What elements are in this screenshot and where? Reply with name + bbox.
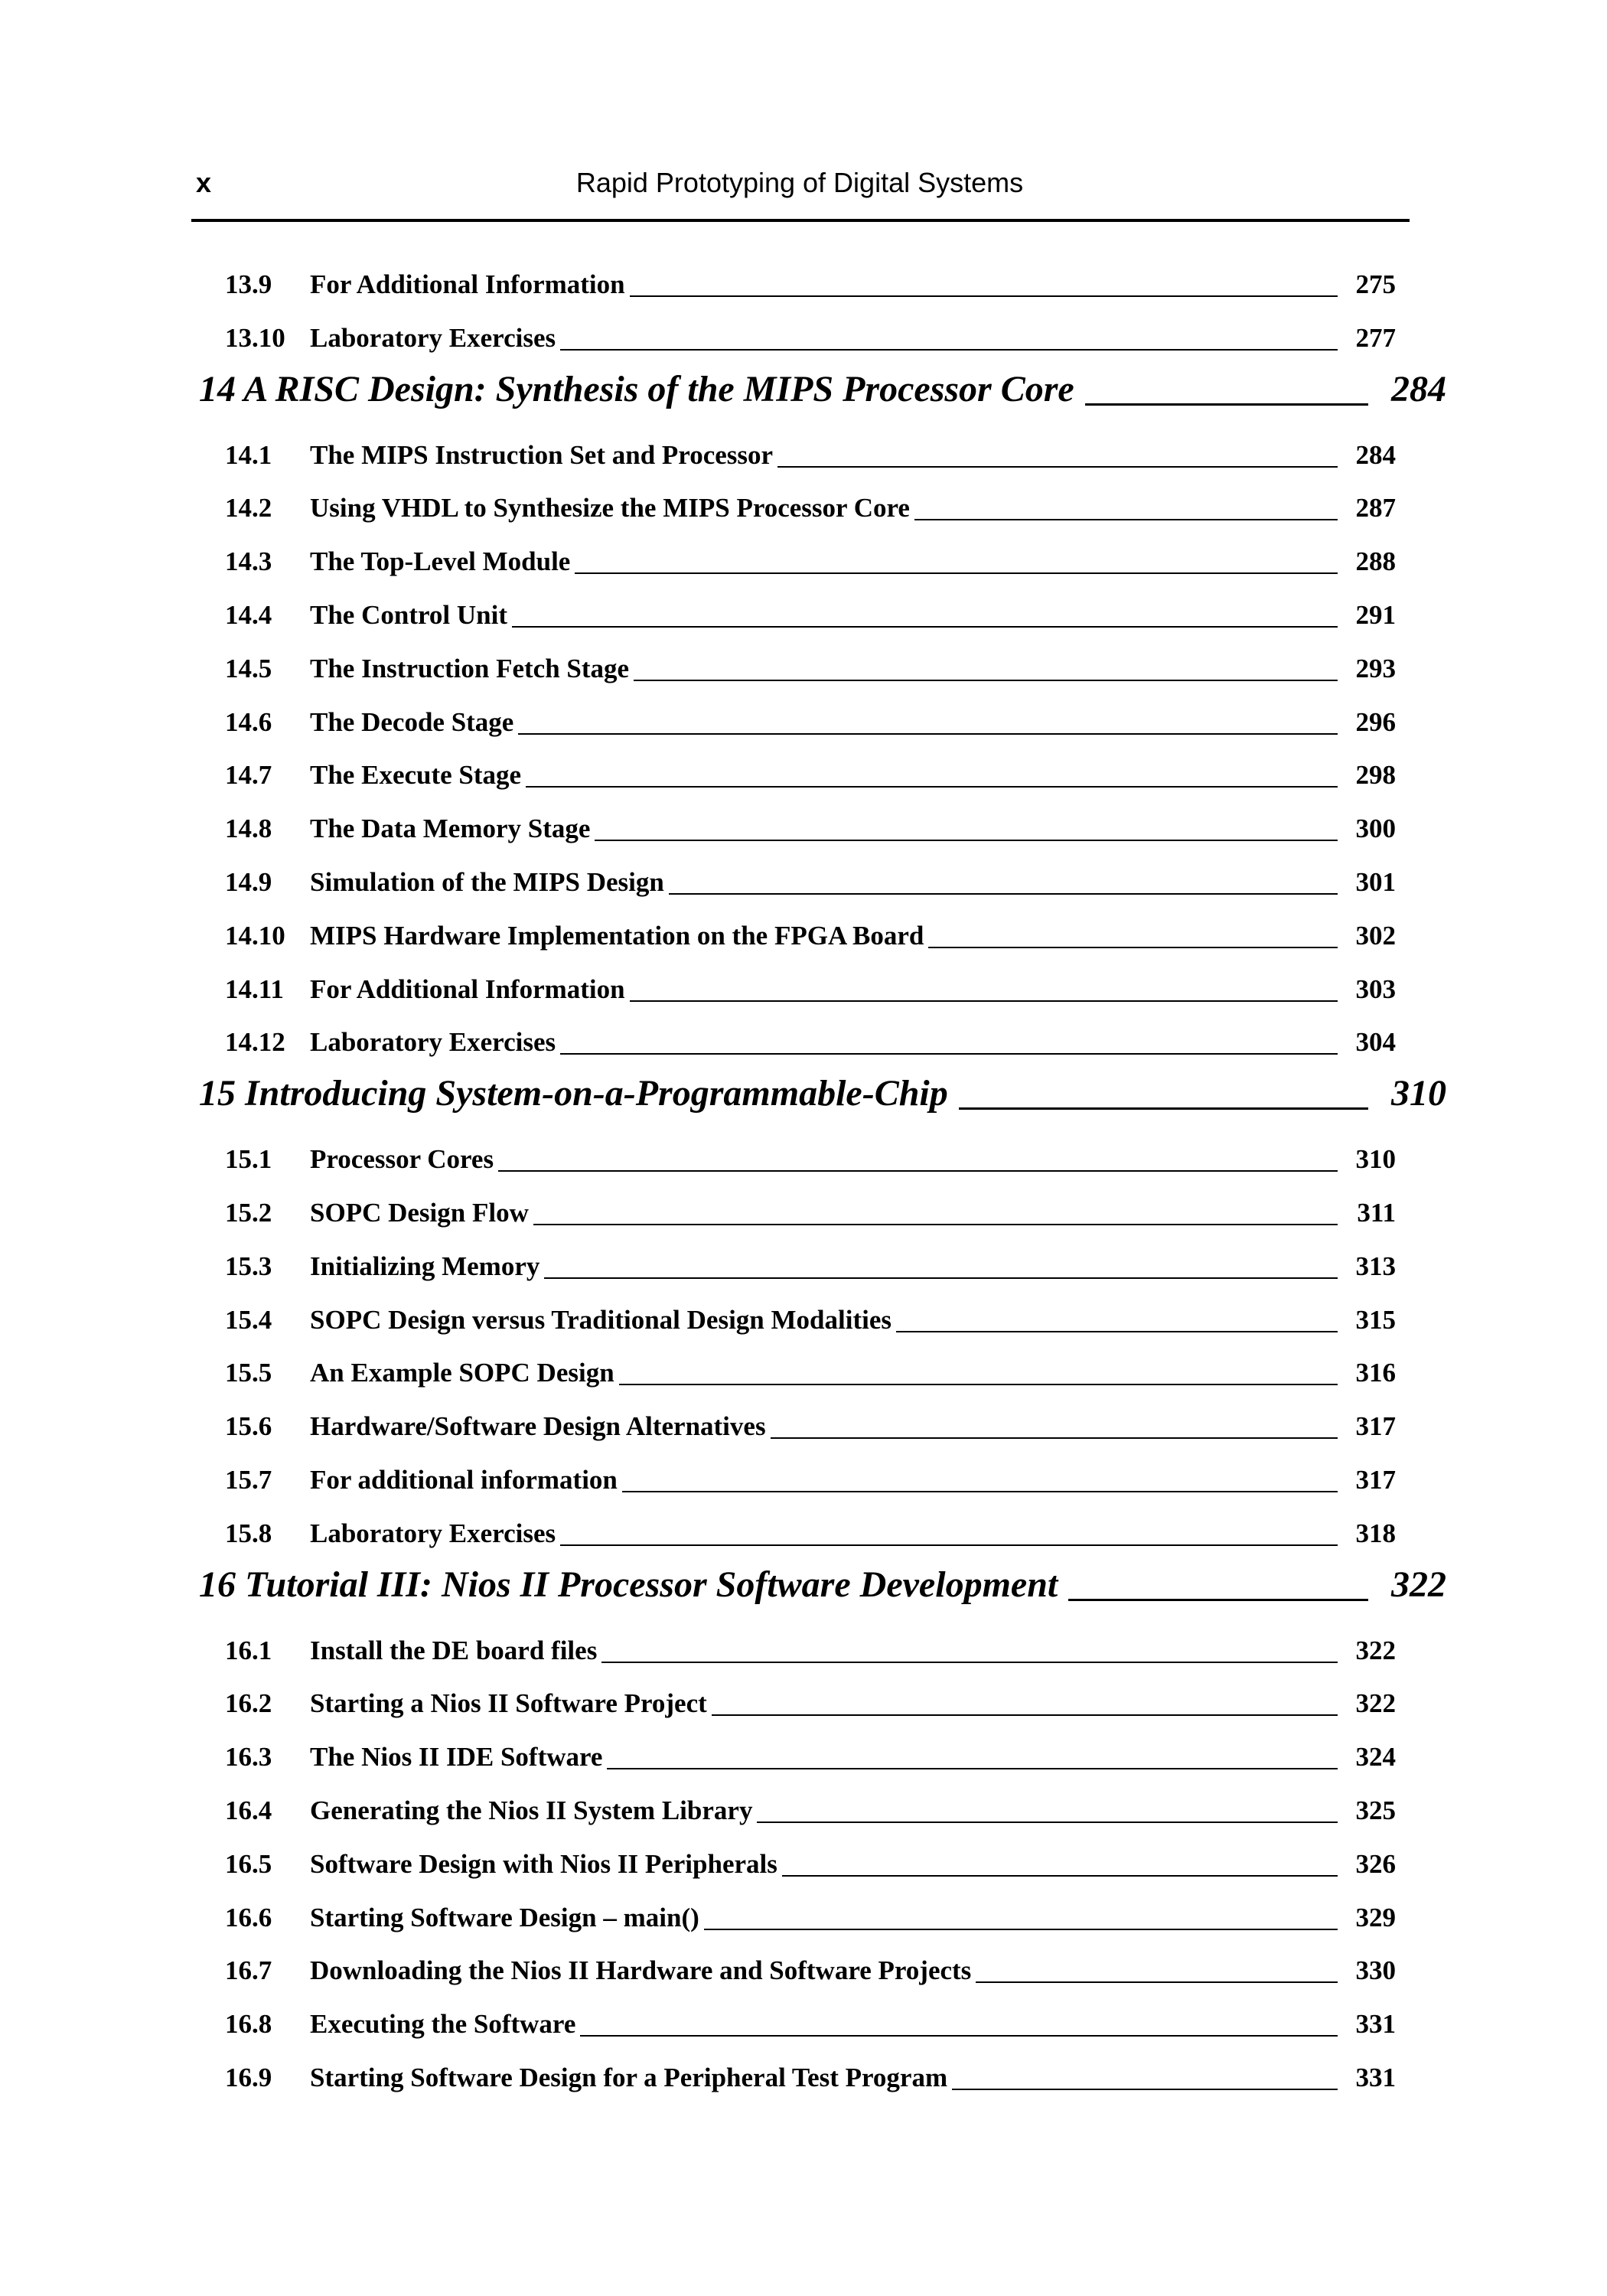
leader-line xyxy=(630,295,1338,297)
section-page: 330 xyxy=(1355,1955,1396,1986)
section-page: 275 xyxy=(1355,269,1396,299)
toc-entry[interactable] xyxy=(0,1296,1607,1342)
section-page: 303 xyxy=(1355,974,1396,1004)
leader-line xyxy=(669,893,1338,895)
leader-line xyxy=(544,1277,1338,1279)
section-number: 16.6 xyxy=(225,1902,272,1932)
leader-line xyxy=(619,1384,1338,1385)
section-number: 15.5 xyxy=(225,1358,272,1388)
section-title: Starting Software Design for a Peripheral Test Program xyxy=(310,2063,948,2092)
leader-line xyxy=(622,1491,1338,1492)
section-number: 15.7 xyxy=(225,1465,272,1495)
section-number: 15.8 xyxy=(225,1518,272,1548)
section-page: 317 xyxy=(1355,1465,1396,1495)
section-title: SOPC Design versus Traditional Design Modalities xyxy=(310,1304,892,1335)
toc-entry[interactable] xyxy=(0,698,1607,744)
chapter-title: 16 Tutorial III: Nios II Processor Software Development xyxy=(199,1564,1058,1605)
section-page: 311 xyxy=(1357,1198,1396,1228)
section-number: 15.6 xyxy=(225,1411,272,1442)
section-number: 14.10 xyxy=(225,920,285,951)
section-title: Laboratory Exercises xyxy=(310,1518,556,1548)
page-number: x xyxy=(196,167,212,198)
section-title: SOPC Design Flow xyxy=(310,1198,529,1228)
section-title: The Instruction Fetch Stage xyxy=(310,653,630,683)
section-title: Hardware/Software Design Alternatives xyxy=(310,1411,766,1442)
toc-entry[interactable] xyxy=(0,751,1607,797)
section-number: 14.11 xyxy=(225,974,284,1004)
toc-entry[interactable] xyxy=(0,2000,1607,2046)
section-page: 291 xyxy=(1355,600,1396,630)
section-page: 284 xyxy=(1355,439,1396,470)
toc-entry[interactable] xyxy=(0,1733,1607,1779)
leader-line xyxy=(757,1821,1338,1823)
section-number: 16.3 xyxy=(225,1742,272,1773)
toc-entry[interactable] xyxy=(0,314,1607,360)
toc-entry[interactable] xyxy=(0,1786,1607,1832)
toc-entry[interactable] xyxy=(0,484,1607,530)
toc-entry[interactable] xyxy=(0,1679,1607,1725)
section-page: 313 xyxy=(1355,1251,1396,1281)
section-title: Initializing Memory xyxy=(310,1251,540,1281)
section-title: The Top-Level Module xyxy=(310,546,571,577)
section-page: 324 xyxy=(1355,1742,1396,1773)
leader-line xyxy=(782,1875,1338,1877)
section-title: Simulation of the MIPS Design xyxy=(310,867,664,897)
section-title: Software Design with Nios II Peripherals xyxy=(310,1848,777,1879)
leader-line xyxy=(560,349,1338,351)
toc-entry[interactable] xyxy=(0,1349,1607,1394)
section-number: 14.4 xyxy=(225,600,272,630)
section-page: 293 xyxy=(1355,653,1396,683)
section-title: Using VHDL to Synthesize the MIPS Processor Core xyxy=(310,493,910,523)
section-page: 322 xyxy=(1355,1635,1396,1665)
toc-entry[interactable] xyxy=(0,1189,1607,1234)
toc-entry[interactable] xyxy=(0,431,1607,477)
section-number: 16.2 xyxy=(225,1688,272,1719)
section-title: The Nios II IDE Software xyxy=(310,1742,603,1773)
section-title: For Additional Information xyxy=(310,269,625,299)
toc-entry[interactable] xyxy=(0,1840,1607,1886)
section-title: The Decode Stage xyxy=(310,706,514,737)
leader-line xyxy=(533,1224,1338,1225)
section-page: 301 xyxy=(1355,867,1396,897)
toc-entry[interactable] xyxy=(0,965,1607,1011)
chapter-page: 284 xyxy=(1391,368,1446,409)
section-page: 277 xyxy=(1355,322,1396,353)
leader-line xyxy=(634,680,1338,681)
section-number: 14.12 xyxy=(225,1027,285,1058)
leader-line xyxy=(712,1714,1338,1716)
leader-line xyxy=(896,1331,1338,1332)
toc-entry[interactable] xyxy=(0,804,1607,850)
section-title: Generating the Nios II System Library xyxy=(310,1795,753,1825)
toc-entry[interactable] xyxy=(0,1402,1607,1448)
toc-entry[interactable] xyxy=(0,1018,1607,1064)
toc-chapter[interactable] xyxy=(0,1558,1607,1612)
chapter-page: 322 xyxy=(1391,1564,1446,1605)
section-page: 316 xyxy=(1355,1358,1396,1388)
toc-entry[interactable] xyxy=(0,912,1607,957)
section-number: 16.7 xyxy=(225,1955,272,1986)
toc-entry[interactable] xyxy=(0,1242,1607,1288)
toc-entry[interactable] xyxy=(0,1893,1607,1939)
section-number: 16.5 xyxy=(225,1848,272,1879)
section-page: 310 xyxy=(1355,1144,1396,1175)
section-title: For additional information xyxy=(310,1465,618,1495)
section-number: 14.5 xyxy=(225,653,272,683)
section-number: 13.9 xyxy=(225,269,272,299)
section-title: An Example SOPC Design xyxy=(310,1358,614,1388)
toc-chapter[interactable] xyxy=(0,1067,1607,1120)
section-page: 298 xyxy=(1355,760,1396,791)
section-number: 14.2 xyxy=(225,493,272,523)
section-title: Downloading the Nios II Hardware and Software Projects xyxy=(310,1955,972,1986)
leader-line xyxy=(704,1929,1338,1930)
leader-line xyxy=(914,519,1338,520)
leader-line xyxy=(630,1000,1338,1002)
section-number: 15.1 xyxy=(225,1144,272,1175)
toc-entry[interactable] xyxy=(0,1626,1607,1672)
section-number: 16.9 xyxy=(225,2063,272,2092)
section-title: For Additional Information xyxy=(310,974,625,1004)
section-title: The Control Unit xyxy=(310,600,507,630)
leader-line xyxy=(560,1544,1338,1546)
leader-line xyxy=(771,1437,1338,1439)
leader-line xyxy=(498,1170,1338,1172)
section-page: 317 xyxy=(1355,1411,1396,1442)
toc-chapter[interactable] xyxy=(0,363,1607,416)
section-page: 300 xyxy=(1355,814,1396,844)
leader-line xyxy=(1068,1599,1368,1601)
section-number: 16.8 xyxy=(225,2009,272,2040)
book-title: Rapid Prototyping of Digital Systems xyxy=(575,167,1024,198)
section-title: The Execute Stage xyxy=(310,760,522,791)
section-title: Executing the Software xyxy=(310,2009,576,2040)
toc-entry[interactable] xyxy=(0,260,1607,306)
section-page: 315 xyxy=(1355,1304,1396,1335)
section-number: 14.6 xyxy=(225,706,272,737)
section-title: Install the DE board files xyxy=(310,1635,598,1665)
leader-line xyxy=(976,1981,1338,1983)
section-title: Starting a Nios II Software Project xyxy=(310,1688,707,1719)
section-page: 296 xyxy=(1355,706,1396,737)
toc-entry[interactable] xyxy=(0,2053,1607,2099)
toc-entry[interactable] xyxy=(0,1135,1607,1181)
chapter-title: 14 A RISC Design: Synthesis of the MIPS Processor Core xyxy=(199,368,1074,409)
section-page: 304 xyxy=(1355,1027,1396,1058)
section-number: 16.4 xyxy=(225,1795,272,1825)
leader-line xyxy=(512,626,1338,628)
leader-line xyxy=(777,466,1338,468)
section-title: The MIPS Instruction Set and Processor xyxy=(310,439,774,470)
section-title: Laboratory Exercises xyxy=(310,322,556,353)
chapter-title: 15 Introducing System-on-a-Programmable-Chip xyxy=(199,1073,948,1114)
section-title: MIPS Hardware Implementation on the FPGA Board xyxy=(310,920,924,951)
section-page: 331 xyxy=(1355,2009,1396,2040)
leader-line xyxy=(952,2089,1338,2090)
section-page: 329 xyxy=(1355,1902,1396,1932)
leader-line xyxy=(601,1662,1338,1663)
leader-line xyxy=(595,840,1338,841)
section-number: 14.3 xyxy=(225,546,272,577)
section-title: The Data Memory Stage xyxy=(310,814,591,844)
leader-line xyxy=(959,1107,1368,1110)
section-page: 325 xyxy=(1355,1795,1396,1825)
section-number: 15.4 xyxy=(225,1304,272,1335)
toc-entry[interactable] xyxy=(0,858,1607,904)
section-page: 287 xyxy=(1355,493,1396,523)
section-number: 14.8 xyxy=(225,814,272,844)
toc-entry[interactable] xyxy=(0,1509,1607,1555)
toc-entry[interactable] xyxy=(0,644,1607,690)
section-page: 318 xyxy=(1355,1518,1396,1548)
section-title: Processor Cores xyxy=(310,1144,494,1175)
leader-line xyxy=(560,1053,1338,1055)
section-title: Starting Software Design – main() xyxy=(310,1902,699,1932)
section-page: 322 xyxy=(1355,1688,1396,1719)
section-page: 331 xyxy=(1355,2063,1396,2092)
toc-entry[interactable] xyxy=(0,591,1607,637)
section-number: 14.1 xyxy=(225,439,272,470)
leader-line xyxy=(1085,403,1368,406)
toc-entry[interactable] xyxy=(0,1456,1607,1502)
chapter-page: 310 xyxy=(1391,1073,1446,1114)
section-number: 15.2 xyxy=(225,1198,272,1228)
section-page: 288 xyxy=(1355,546,1396,577)
leader-line xyxy=(580,2035,1338,2037)
section-number: 14.7 xyxy=(225,760,272,791)
toc-entry[interactable] xyxy=(0,1946,1607,1992)
leader-line xyxy=(526,786,1338,788)
section-page: 326 xyxy=(1355,1848,1396,1879)
section-number: 15.3 xyxy=(225,1251,272,1281)
leader-line xyxy=(575,572,1338,574)
leader-line xyxy=(928,947,1338,948)
leader-line xyxy=(607,1768,1338,1769)
toc-entry[interactable] xyxy=(0,537,1607,583)
section-number: 16.1 xyxy=(225,1635,272,1665)
section-title: Laboratory Exercises xyxy=(310,1027,556,1058)
section-page: 302 xyxy=(1355,920,1396,951)
section-number: 13.10 xyxy=(225,322,285,353)
leader-line xyxy=(518,733,1338,735)
section-number: 14.9 xyxy=(225,867,272,897)
